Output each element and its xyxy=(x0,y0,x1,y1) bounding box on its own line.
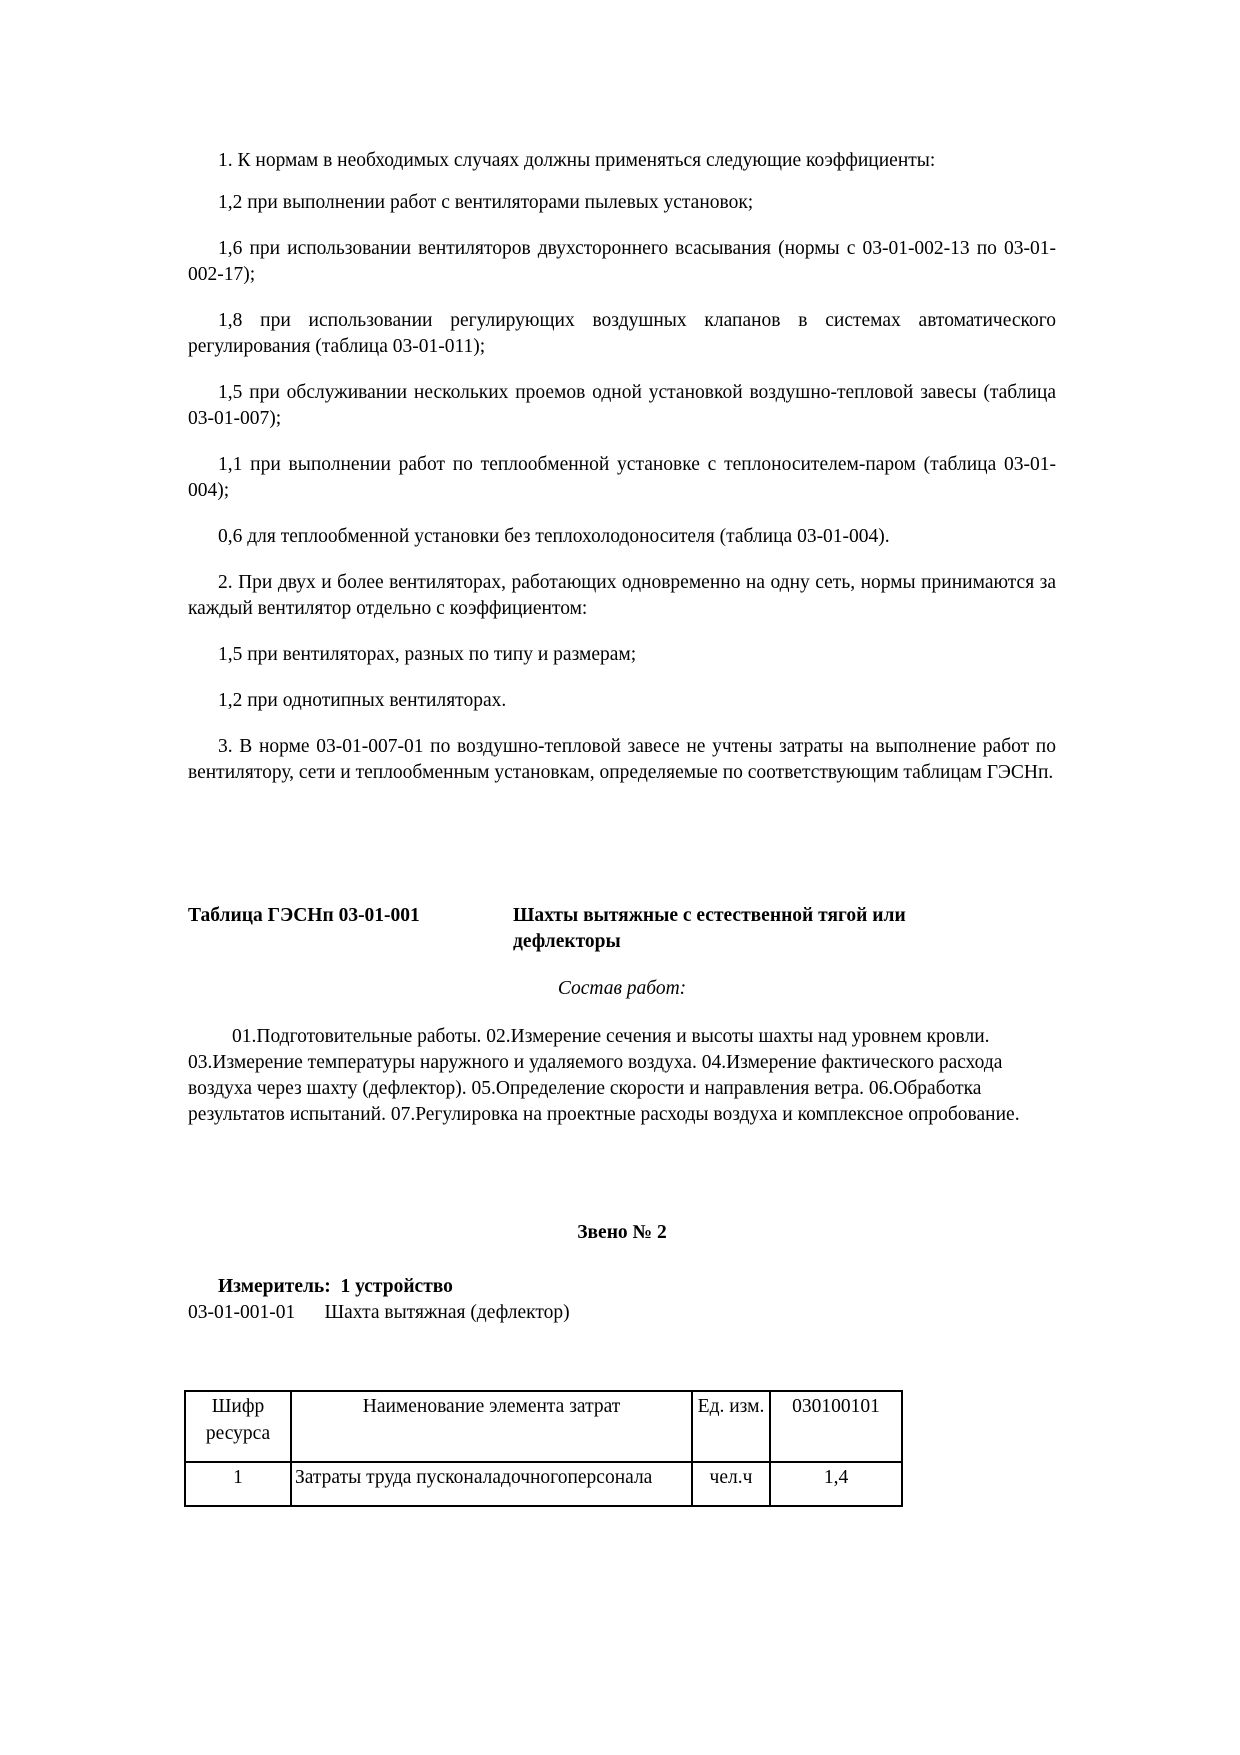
norm-line xyxy=(188,1300,570,1326)
works-text: 01.Подготовительные работы. 02.Измерение сечения и высоты шахты над уровнем кровли. 03.Измерение температуры наружного и удаляемого воздуха. 04.Измерение фактического расхода воздуха через шахту (дефлектор). 05.Определение скорости и направления ветра. 06.Обработка результатов испытаний. 07.Регулировка на проектные расходы воздуха и комплексное опробование. xyxy=(188,1026,1020,1125)
header-cost-element: Наименование элемента затрат xyxy=(291,1391,692,1462)
header-resource-code: Шифр ресурса xyxy=(185,1391,291,1462)
note-block xyxy=(188,642,1056,668)
note-block xyxy=(188,524,1056,550)
works-heading: Состав работ: xyxy=(557,978,687,999)
table-header-row xyxy=(185,1391,902,1462)
note-paragraph: 1,6 при использовании вентиляторов двухстороннего всасывания (нормы с 03-01-002-13 по 03-01-002-17); xyxy=(188,238,1056,285)
table-code: Таблица ГЭСНп 03-01-001 xyxy=(188,905,420,926)
header-norm-code: 030100101 xyxy=(770,1391,902,1462)
crew-label: Звено № 2 xyxy=(577,1222,667,1243)
norm-name: Шахта вытяжная (дефлектор) xyxy=(324,1302,570,1323)
cell-unit: чел.ч xyxy=(692,1462,770,1506)
note-block xyxy=(188,236,1056,288)
header-unit: Ед. изм. xyxy=(692,1391,770,1462)
note-block xyxy=(188,570,1056,622)
note-paragraph: 1,1 при выполнении работ по теплообменной установке с теплоносителем-паром (таблица 03-01-004); xyxy=(188,454,1056,501)
note-block xyxy=(188,452,1056,504)
note-block xyxy=(188,688,1056,714)
note-paragraph: 0,6 для теплообменной установки без теплохолодоносителя (таблица 03-01-004). xyxy=(218,526,890,547)
note-paragraph: 3. В норме 03-01-007-01 по воздушно-тепловой завесе не учтены затраты на выполнение работ по вентилятору, сети и теплообменным установкам, определяемые по соответствующим таблицам ГЭСНп. xyxy=(188,736,1056,783)
notes-section xyxy=(188,148,1056,174)
note-paragraph: 1,2 при выполнении работ с вентиляторами пылевых установок; xyxy=(218,192,754,213)
norm-code: 03-01-001-01 xyxy=(188,1302,296,1323)
note-paragraph: 2. При двух и более вентиляторах, работающих одновременно на одну сеть, нормы принимаются за каждый вентилятор отдельно с коэффициентом: xyxy=(188,572,1056,619)
note-block xyxy=(188,308,1056,360)
note-paragraph: 1,2 при однотипных вентиляторах. xyxy=(218,690,507,711)
cell-value: 1,4 xyxy=(770,1462,902,1506)
note-block xyxy=(188,380,1056,432)
cell-resource-code: 1 xyxy=(185,1462,291,1506)
cell-cost-element: Затраты труда пусконаладочногоперсонала xyxy=(291,1462,692,1506)
note-paragraph: 1,8 при использовании регулирующих воздушных клапанов в системах автоматического регулирования (таблица 03-01-011); xyxy=(188,310,1056,357)
measure-label: Измеритель: 1 устройство xyxy=(218,1276,453,1297)
table-row xyxy=(185,1462,902,1506)
note-paragraph: 1,5 при вентиляторах, разных по типу и размерам; xyxy=(218,644,637,665)
table-title: Шахты вытяжные с естественной тягой или дефлекторы xyxy=(513,905,906,952)
note-paragraph: 1. К нормам в необходимых случаях должны применяться следующие коэффициенты: xyxy=(218,150,936,171)
note-paragraph: 1,5 при обслуживании нескольких проемов одной установкой воздушно-тепловой завесы (таблица 03-01-007); xyxy=(188,382,1056,429)
note-block xyxy=(188,734,1056,786)
cost-table xyxy=(184,1390,903,1507)
note-block xyxy=(188,190,1056,216)
